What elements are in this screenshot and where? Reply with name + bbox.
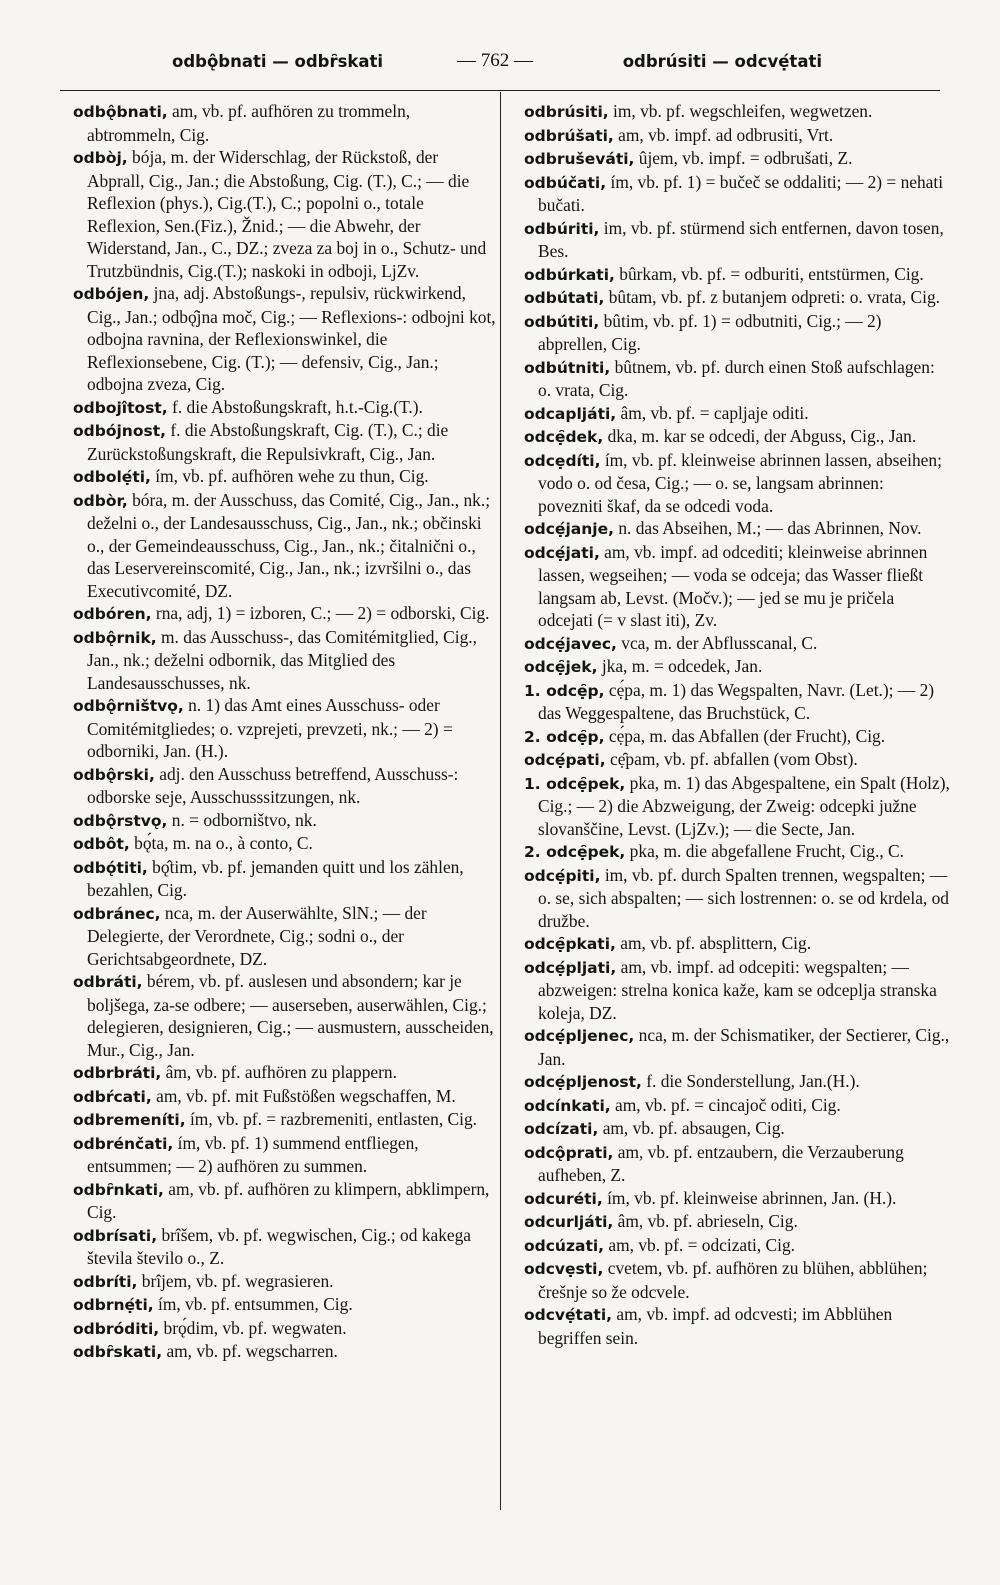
dictionary-entry (73, 1178, 497, 1224)
dictionary-entry (524, 679, 950, 725)
entry-definition: âm, vb. pf. abrieseln, Cig. (613, 1211, 798, 1231)
entry-definition: am, vb. impf. ad odbrusiti, Vrt. (613, 124, 834, 145)
entry-definition: cẹ́pa, m. das Abfallen (der Frucht), Cig. (604, 725, 886, 746)
entry-headword: odbǫ̂bnati, (73, 103, 168, 121)
dictionary-entry (524, 725, 950, 749)
entry-headword: odcurljáti, (524, 1213, 614, 1231)
entry-headword: odbǫ̂rništvǫ, (73, 697, 184, 715)
dictionary-entry (524, 147, 950, 171)
dictionary-entry (73, 282, 497, 396)
entry-definition: ím, vb. pf. entsummen, Cig. (153, 1294, 353, 1314)
dictionary-entry (524, 124, 950, 148)
entry-headword: odbrúsiti, (524, 103, 609, 121)
entry-definition: bûtim, vb. pf. 1) = odbutniti, Cig.; — 2) abprellen, Cig. (538, 310, 882, 354)
entry-definition: im, vb. pf. durch Spalten trennen, wegspalten; — o. se, sich abspalten; — sich lostrennen: o. se od krdela, od družbe. (538, 864, 950, 931)
dictionary-entry (524, 864, 950, 933)
dictionary-entry (524, 541, 950, 632)
entry-definition: am, vb. impf. ad odcepiti: wegspalten; — abzweigen: strelna konica kaže, kam se odceplja stranska koleja, DZ. (538, 956, 937, 1023)
left-column (73, 100, 497, 1364)
dictionary-entry (524, 632, 950, 656)
entry-headword: odbútati, (524, 289, 605, 307)
dictionary-entry (524, 1257, 950, 1303)
dictionary-entry (524, 263, 950, 287)
right-column (524, 100, 950, 1349)
entry-headword: odcẹ́janje, (524, 520, 614, 538)
entry-definition: bérem, vb. pf. auslesen und absondern; kar je boljšega, za-se odbere; — auserseben, auserwählen, Cig.; delegieren, designieren, Cig.; — ausmustern, ausscheiden, Mur., Cig., Jan. (87, 971, 494, 1060)
dictionary-entry (73, 1224, 497, 1270)
entry-definition: pka, m. 1) das Abgespaltene, ein Spalt (Holz), Cig.; — 2) die Abzweigung, der Zweig: odcepki južne slovanščine, Levst. (LjZv.); — die Secte, Jan. (538, 772, 950, 839)
entry-definition: pka, m. die abgefallene Frucht, Cig., C. (625, 841, 904, 861)
entry-headword: 2. odcẹ̑pek, (524, 843, 626, 861)
entry-definition: am, vb. pf. absaugen, Cig. (598, 1118, 785, 1138)
dictionary-entry (524, 100, 950, 124)
dictionary-entry (524, 517, 950, 541)
entry-definition: ûjem, vb. impf. = odbrušati, Z. (634, 148, 853, 168)
entry-headword: odcízati, (524, 1120, 599, 1138)
entry-headword: odcvẹ́tati, (524, 1306, 613, 1324)
entry-headword: odcẹ́javec, (524, 634, 617, 653)
entry-headword: odbrénčati, (73, 1134, 174, 1153)
entry-headword: odcẹ́pljenost, (524, 1073, 642, 1091)
entry-headword: odcǫ̂prati, (524, 1143, 614, 1162)
entry-definition: dka, m. kar se odcedi, der Abguss, Cig., Jan. (603, 426, 917, 446)
entry-headword: odbȓnkati, (73, 1180, 164, 1199)
entry-headword: odcẹ́pljati, (524, 958, 617, 977)
entry-headword: odbrísati, (73, 1226, 158, 1245)
entry-headword: odbolẹ́ti, (73, 468, 151, 486)
dictionary-entry (73, 1340, 497, 1364)
entry-headword: odbremeníti, (73, 1111, 186, 1129)
entry-definition: brîjem, vb. pf. wegrasieren. (137, 1270, 334, 1291)
entry-headword: odbránec, (73, 904, 161, 923)
entry-definition: am, vb. impf. ad odcediti; kleinweise abrinnen lassen, wegseihen; — voda se odceja; das Wasser fließt langsam ab, Levst. (Močv.); — jed se mu je pričela odcejati (= v slast iti), Zv. (538, 541, 928, 630)
dictionary-entry (524, 932, 950, 956)
entry-definition: brǫ́dim, vb. pf. wegwaten. (159, 1317, 347, 1338)
entry-headword: odbǫ́titi, (73, 858, 148, 877)
entry-headword: odbríti, (73, 1272, 138, 1291)
page-header (150, 52, 840, 82)
entry-headword: odcínkati, (524, 1096, 611, 1115)
entry-definition: im, vb. pf. stürmend sich entfernen, davon tosen, Bes. (538, 217, 944, 261)
entry-definition: f. die Abstoßungskraft, Cig. (T.), C.; die Zurückstoßungskraft, die Repulsivkraft, Cig., Jan. (87, 420, 449, 464)
entry-definition: brîšem, vb. pf. wegwischen, Cig.; od kakega števila število o., Z. (87, 1224, 472, 1268)
entry-definition: nca, m. der Auserwählte, SlN.; — der Delegierte, der Verordnete, Cig.; sodni o., der Gerichtsabgeordnete, DZ. (87, 902, 427, 969)
entry-headword: odcvẹsti, (524, 1260, 604, 1278)
dictionary-entry (524, 286, 950, 310)
page-number: — 762 — (457, 50, 533, 71)
entry-definition: âm, vb. pf. = capljaje oditi. (616, 402, 809, 423)
dictionary-entry (73, 763, 497, 809)
dictionary-entry (524, 217, 950, 263)
dictionary-entry (524, 840, 950, 864)
entry-definition: âm, vb. pf. aufhören zu plappern. (161, 1062, 397, 1082)
entry-definition: f. die Sonderstellung, Jan.(H.). (641, 1071, 860, 1091)
entry-definition: am, vb. pf. = cincajoč oditi, Cig. (610, 1094, 841, 1115)
dictionary-entry (524, 772, 950, 841)
header-left-guide-words: odbǫ̂bnati — odbȓskati (172, 52, 384, 71)
dictionary-entry (524, 356, 950, 402)
entry-definition: bója, m. der Widerschlag, der Rückstoß, der Abprall, Cig., Jan.; die Abstoßung, Cig. (T.), C.; — die Reflexion (phys.), Cig.(T.), C.; popolni o., totale Reflexion, Sen.(Fiz.), Žnid.; — die Abwehr, der Widerstand, Jan., C., DZ.; zveza za boj in o., Schutz- und Trutzbündnis, Cig.(T.); naskoki in odboji, LjZv. (87, 147, 487, 281)
entry-definition: am, vb. pf. mit Fußstößen wegschaffen, M. (151, 1085, 456, 1106)
entry-definition: bûtnem, vb. pf. durch einen Stoß aufschlagen: o. vrata, Cig. (538, 356, 935, 400)
entry-headword: odcẹ̑jek, (524, 658, 598, 676)
entry-headword: odbrbráti, (73, 1064, 162, 1082)
entry-headword: odbrúšati, (524, 126, 614, 145)
entry-definition: ím, vb. pf. kleinweise abrinnen lassen, abseihen; vodo o. od česa, Cig.; — o. se, langsam abrinnen: povezniti škaf, da se odcedi voda. (538, 449, 942, 516)
entry-headword: odcẹ́piti, (524, 866, 601, 885)
entry-headword: odbúčati, (524, 173, 607, 192)
dictionary-entry (524, 1094, 950, 1118)
dictionary-entry (73, 419, 497, 465)
dictionary-entry (524, 1141, 950, 1187)
dictionary-entry (73, 832, 497, 856)
entry-definition: am, vb. pf. aufhören zu klimpern, abklimpern, Cig. (87, 1178, 490, 1222)
entry-headword: odcẹ́jati, (524, 543, 600, 562)
entry-headword: odbǫ̂rnik, (73, 628, 157, 647)
entry-definition: n. = odborništvo, nk. (167, 809, 317, 830)
dictionary-entry (524, 1234, 950, 1258)
entry-definition: am, vb. impf. ad odcvesti; im Abblühen begriffen sein. (538, 1304, 893, 1348)
dictionary-entry (73, 1108, 497, 1132)
dictionary-entry (524, 310, 950, 356)
dictionary-entry (73, 1085, 497, 1109)
dictionary-entry (73, 1317, 497, 1341)
dictionary-entry (73, 970, 497, 1061)
entry-definition: bûrkam, vb. pf. = odburiti, entstürmen, Cig. (614, 263, 924, 284)
dictionary-entry (73, 1293, 497, 1317)
header-right-guide-words: odbrúsiti — odcvẹ́tati (622, 52, 822, 71)
dictionary-entry (524, 171, 950, 217)
dictionary-entry (73, 465, 497, 489)
entry-headword: odbruševáti, (524, 150, 635, 168)
entry-headword: odbútiti, (524, 312, 600, 331)
dictionary-entry (524, 449, 950, 518)
dictionary-entry (73, 602, 497, 626)
entry-headword: odcẹ̑dek, (524, 428, 604, 446)
entry-headword: odcẹdíti, (524, 451, 601, 470)
entry-definition: cẹ̑pam, vb. pf. abfallen (vom Obst). (605, 749, 858, 769)
entry-definition: m. das Ausschuss-, das Comitémitglied, Cig., Jan., nk.; deželni odbornik, das Mitglied des Landesausschusses, nk. (87, 626, 477, 693)
entry-definition: am, vb. pf. aufhören zu trommeln, abtrommeln, Cig. (87, 101, 411, 145)
entry-headword: odbróditi, (73, 1319, 160, 1338)
entry-headword: 2. odcẹ̑p, (524, 727, 605, 746)
dictionary-entry (73, 1061, 497, 1085)
entry-definition: n. das Abseihen, M.; — das Abrinnen, Nov. (613, 518, 922, 538)
entry-definition: bǫ̂tim, vb. pf. jemanden quitt und los zählen, bezahlen, Cig. (87, 856, 464, 900)
entry-headword: odbútniti, (524, 358, 611, 377)
entry-definition: jka, m. = odcedek, Jan. (597, 656, 763, 676)
dictionary-entry (524, 1070, 950, 1094)
entry-headword: odbojîtost, (73, 398, 168, 417)
entry-definition: rna, adj, 1) = izboren, C.; — 2) = odborski, Cig. (151, 603, 490, 623)
dictionary-entry (73, 626, 497, 695)
entry-headword: odbóren, (73, 605, 152, 623)
entry-definition: am, vb. pf. wegscharren. (162, 1341, 338, 1361)
entry-definition: am, vb. pf. = odcizati, Cig. (604, 1234, 795, 1255)
entry-definition: f. die Abstoßungskraft, h.t.-Cig.(T.). (167, 396, 423, 417)
dictionary-entry (524, 655, 950, 679)
dictionary-entry (73, 396, 497, 420)
dictionary-entry (524, 1303, 950, 1349)
entry-headword: odcapljáti, (524, 404, 617, 423)
entry-definition: adj. den Ausschuss betreffend, Ausschuss-: odborske seje, Ausschusssitzungen, nk. (87, 763, 459, 807)
entry-definition: vca, m. der Abflusscanal, C. (616, 632, 818, 653)
dictionary-entry (73, 100, 497, 146)
entry-definition: nca, m. der Schismatiker, der Sectierer, Cig., Jan. (538, 1025, 950, 1069)
entry-definition: ím, vb. pf. 1) summend entfliegen, entsummen; — 2) aufhören zu summen. (87, 1132, 419, 1176)
entry-headword: odbójen, (73, 285, 150, 303)
entry-definition: ím, vb. pf. = razbremeniti, entlasten, Cig. (185, 1109, 477, 1129)
entry-definition: bóra, m. der Ausschuss, das Comité, Cig., Jan., nk.; deželni o., der Landesausschuss, Cig., Jan., nk.; občinski o., der Gemeindeausschuss, Cig., Jan., nk.; čitalnični o., das Leservereinscomité, Cig., Jan., nk.; izvršilni o., das Executivcomité, DZ. (87, 489, 491, 601)
column-divider (500, 92, 501, 1510)
entry-definition: cẹ́pa, m. 1) das Wegspalten, Navr. (Let.); — 2) das Weggespaltene, das Bruchstück, C. (538, 679, 935, 723)
entry-definition: bûtam, vb. pf. z butanjem odpreti: o. vrata, Cig. (604, 287, 941, 307)
dictionary-entry (524, 748, 950, 772)
entry-definition: ím, vb. pf. 1) = bučeč se oddaliti; — 2) = nehati bučati. (538, 171, 944, 215)
entry-headword: odcuréti, (524, 1189, 603, 1208)
entry-definition: am, vb. pf. entzaubern, die Verzauberung aufheben, Z. (538, 1141, 904, 1185)
dictionary-entry (524, 1210, 950, 1234)
entry-definition: bǫ́ta, m. na o., à conto, C. (129, 833, 313, 853)
dictionary-entry (73, 489, 497, 603)
entry-headword: odbráti, (73, 973, 143, 991)
entry-headword: 1. odcẹ̑p, (524, 681, 605, 700)
dictionary-entry (524, 1024, 950, 1070)
entry-headword: odbúrkati, (524, 265, 615, 284)
header-rule (60, 90, 940, 91)
entry-headword: odbôt, (73, 835, 130, 853)
dictionary-entry (73, 694, 497, 763)
entry-headword: odbòj, (73, 149, 128, 167)
entry-headword: odbŕcati, (73, 1087, 152, 1106)
dictionary-entry (73, 809, 497, 833)
entry-headword: odbrnẹ́ti, (73, 1296, 154, 1314)
dictionary-entry (73, 856, 497, 902)
entry-headword: odbǫ̂rstvǫ, (73, 811, 168, 830)
entry-headword: odcẹ́pati, (524, 751, 606, 769)
dictionary-entry (524, 956, 950, 1025)
dictionary-entry (524, 1117, 950, 1141)
entry-definition: im, vb. pf. wegschleifen, wegwetzen. (608, 101, 873, 121)
dictionary-entry (73, 1132, 497, 1178)
entry-definition: n. 1) das Amt eines Ausschuss- oder Comitémitgliedes; o. vzprejeti, prevzeti, nk.; — 2) = odborniki, Jan. (H.). (87, 695, 453, 761)
dictionary-entry (524, 425, 950, 449)
dictionary-entry (524, 402, 950, 426)
dictionary-entry (524, 1187, 950, 1211)
dictionary-entry (73, 146, 497, 282)
entry-definition: cvetem, vb. pf. aufhören zu blühen, abblühen; črešnje so že odcvele. (538, 1258, 928, 1302)
entry-headword: odcẹ́pljenec, (524, 1027, 635, 1045)
entry-definition: am, vb. pf. absplittern, Cig. (615, 933, 812, 953)
entry-definition: ím, vb. pf. kleinweise abrinnen, Jan. (H.). (602, 1187, 897, 1208)
entry-headword: odbȓskati, (73, 1343, 163, 1361)
entry-definition: jna, adj. Abstoßungs-, repulsiv, rückwirkend, Cig., Jan.; odbǫ̂jna moč, Cig.; — Reflexions-: odbojni kot, odbojna ravnina, der Reflexionswinkel, die Reflexionsebene, Cig. (T.); — defensiv, Cig., Jan.; odbojna zveza, Cig. (87, 283, 496, 394)
dictionary-entry (73, 1270, 497, 1294)
entry-headword: odcúzati, (524, 1236, 605, 1255)
entry-headword: odbójnost, (73, 422, 167, 440)
entry-headword: odbòr, (73, 491, 128, 510)
entry-headword: 1. odcẹ̑pek, (524, 774, 626, 793)
entry-headword: odbúriti, (524, 219, 600, 238)
entry-headword: odbǫ̂rski, (73, 765, 155, 784)
entry-definition: ím, vb. pf. aufhören wehe zu thun, Cig. (150, 466, 429, 486)
entry-headword: odcẹ̑pkati, (524, 935, 616, 953)
dictionary-entry (73, 902, 497, 971)
